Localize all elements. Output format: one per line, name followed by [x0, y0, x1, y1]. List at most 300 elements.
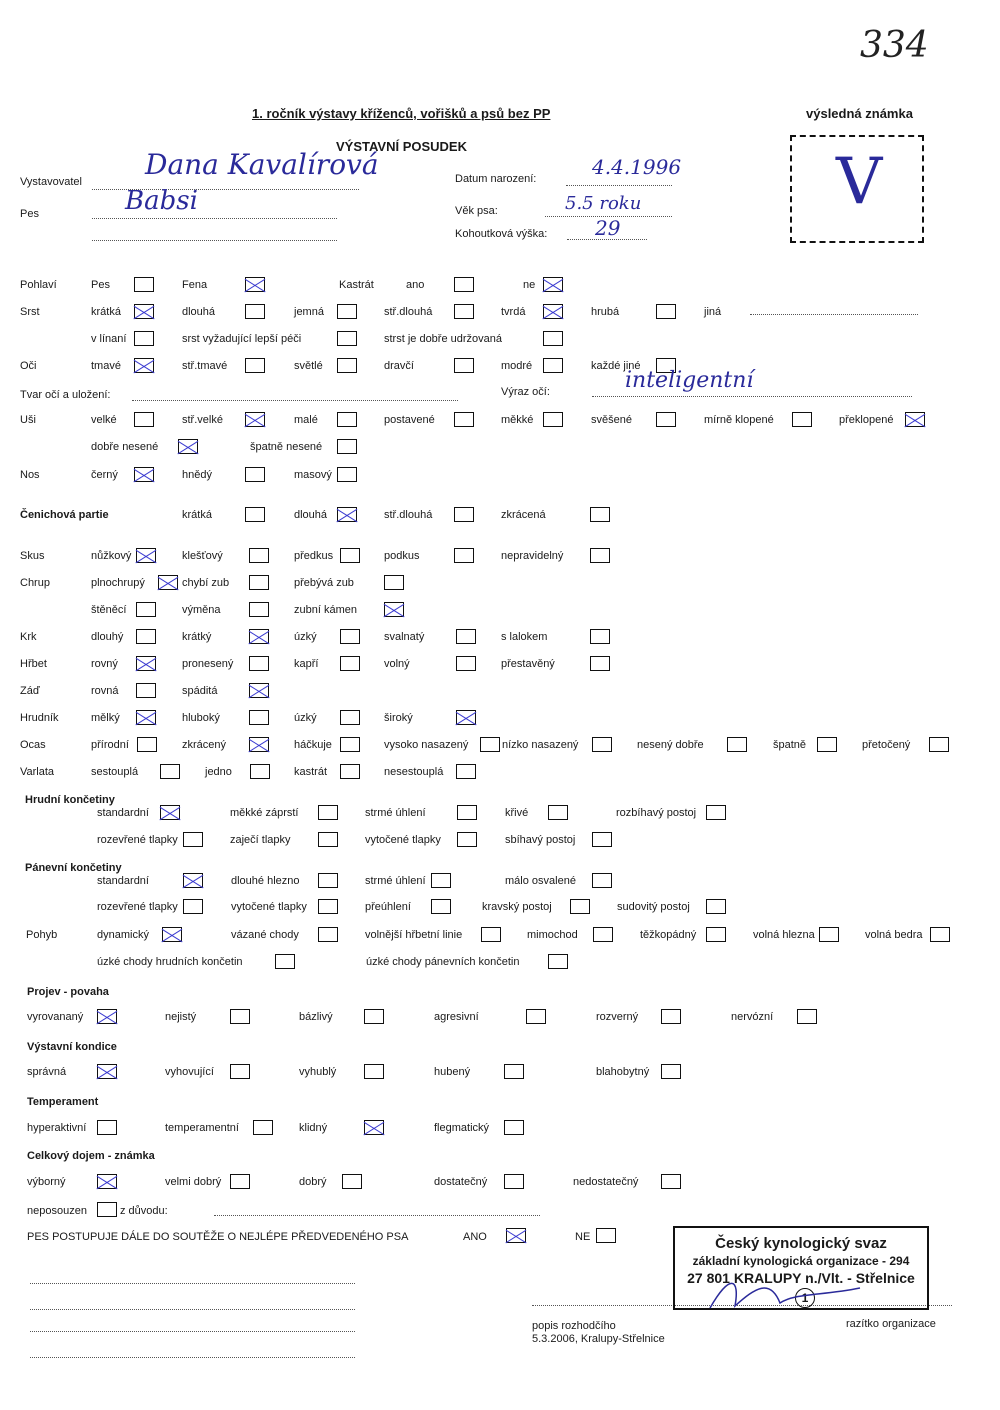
final-grade-box [790, 135, 924, 243]
section-label-varlata: Varlata [20, 766, 55, 778]
opt-hrudni-koncetiny-mekke-zaprsti-checkbox[interactable] [318, 805, 338, 820]
opt-vystavni-kondice-vyhubly-checkbox[interactable] [364, 1064, 384, 1079]
opt-pohyb-2-uzke-chody-hrudnich-koncetin-checkbox[interactable] [275, 954, 295, 969]
opt-projev-povaha-rozverny-label: rozverný [596, 1011, 639, 1023]
section-label-skus: Skus [20, 550, 45, 562]
opt-hrudnik-melky-checkbox[interactable] [136, 710, 156, 725]
opt-hrbet-volny-checkbox[interactable] [456, 656, 476, 671]
dob-line [566, 185, 672, 186]
document-title: 1. ročník výstavy kříženců, vořišků a psů bez PP [252, 106, 551, 121]
opt-pohyb-volna-hlezna-label: volná hlezna [753, 929, 815, 941]
opt-celkovy-dojem-znamka-velmi-dobry-checkbox[interactable] [230, 1174, 250, 1189]
blank-line [92, 240, 337, 241]
opt-vystavni-kondice-blahobytny-label: blahobytný [596, 1066, 650, 1078]
opt-hrudni-koncetiny-2-vytocene-tlapky-label: vytočené tlapky [365, 834, 441, 846]
opt-hrudnik-melky-label: mělký [91, 712, 120, 724]
opt-hrbet-volny-label: volný [384, 658, 410, 670]
opt-panevni-koncetiny-2-sudovity-postoj-label: sudovitý postoj [617, 901, 690, 913]
opt-projev-povaha-nervozni-checkbox[interactable] [797, 1009, 817, 1024]
stamp-number: 1 [795, 1288, 815, 1308]
document-subtitle: VÝSTAVNÍ POSUDEK [336, 139, 467, 154]
opt-krk-uzky-checkbox[interactable] [340, 629, 360, 644]
opt-hrbet-rovny-checkbox[interactable] [136, 656, 156, 671]
stamp-line-1: Český kynologický svaz [715, 1235, 887, 1252]
opt-cenichova-partie-dlouha-checkbox[interactable] [337, 507, 357, 522]
exhibitor-value[interactable]: Dana Kavalírová [145, 148, 379, 181]
opt-pohyb-tezkopadny-label: těžkopádný [640, 929, 697, 941]
opt-panevni-koncetiny-2-vytocene-tlapky-label: vytočené tlapky [231, 901, 307, 913]
opt-hrudni-koncetiny-2-sbihavy-postoj-label: sbíhavý postoj [505, 834, 576, 846]
date-place: 5.3.2006, Kralupy-Střelnice [532, 1333, 665, 1345]
opt-srst-jina-label: jiná [704, 306, 722, 318]
opt-usi-velke-checkbox[interactable] [134, 412, 154, 427]
opt-hrudni-koncetiny-standardni-label: standardní [97, 807, 149, 819]
opt-oci-modre-checkbox[interactable] [543, 358, 563, 373]
opt-panevni-koncetiny-2-kravsky-postoj-checkbox[interactable] [570, 899, 590, 914]
opt-varlata-jedno-checkbox[interactable] [250, 764, 270, 779]
opt-celkovy-dojem-znamka-dostatecny-label: dostatečný [434, 1176, 488, 1188]
opt-row-v-linani-label: v línaní [91, 333, 127, 345]
opt-row-spatne-nesene-label: špatně nesené [250, 441, 323, 453]
opt-hrudnik-siroky-checkbox[interactable] [456, 710, 476, 725]
opt-temperament-klidny-label: klidný [299, 1122, 328, 1134]
opt-srst-dlouha-checkbox[interactable] [245, 304, 265, 319]
opt-hrudnik-uzky-checkbox[interactable] [340, 710, 360, 725]
opt-pohyb-mimochod-checkbox[interactable] [593, 927, 613, 942]
opt-hrbet-prestaveny-label: přestavěný [501, 658, 555, 670]
opt-varlata-nesestoupla-checkbox[interactable] [456, 764, 476, 779]
opt-pohyb-volna-bedra-checkbox[interactable] [930, 927, 950, 942]
opt-panevni-koncetiny-2-kravsky-postoj-label: kravský postoj [482, 901, 552, 913]
section-label-pohyb: Pohyb [26, 929, 58, 941]
opt-ocas-prirodni-label: přírodní [91, 739, 129, 751]
opt-chrup-prebyva-zub-label: přebývá zub [294, 577, 354, 589]
section-label-celkovy-dojem-znamka: Celkový dojem - známka [27, 1150, 155, 1162]
dob-label: Datum narození: [455, 173, 537, 185]
opt-srst-dlouha-label: dlouhá [182, 306, 216, 318]
opt-hrbet-kapri-checkbox[interactable] [340, 656, 360, 671]
opt-panevni-koncetiny-2-preuhleni-checkbox[interactable] [431, 899, 451, 914]
opt-projev-povaha-rozverny-checkbox[interactable] [661, 1009, 681, 1024]
exhibitor-label: Vystavovatel [20, 176, 82, 188]
section-label-chrup: Chrup [20, 577, 50, 589]
dog-value[interactable]: Babsi [125, 186, 198, 216]
section-label-usi: Uši [20, 414, 36, 426]
opt-chrup-plnochrupy-label: plnochrupý [91, 577, 145, 589]
page-number: 334 [860, 25, 929, 66]
opt-panevni-koncetiny-dlouhe-hlezno-label: dlouhé hlezno [231, 875, 300, 887]
opt-ocas-prirodni-checkbox[interactable] [137, 737, 157, 752]
opt-ocas-vysoko-nasazeny-checkbox[interactable] [480, 737, 500, 752]
opt-projev-povaha-nervozni-label: nervózní [731, 1011, 774, 1023]
section-label-pohlavi: Pohlaví [20, 279, 57, 291]
opt-panevni-koncetiny-malo-osvalene-label: málo osvalené [505, 875, 576, 887]
opt-ocas-hackuje-label: háčkuje [294, 739, 332, 751]
opt-chrup-chybi-zub-checkbox[interactable] [249, 575, 269, 590]
opt-celkovy-dojem-znamka-vyborny-label: výborný [27, 1176, 66, 1188]
eye-expression-value[interactable]: inteligentní [625, 368, 754, 393]
opt-pohyb-2-uzke-chody-hrudnich-koncetin-label: úzké chody hrudních končetin [97, 956, 243, 968]
opt-oci-dravci-checkbox[interactable] [454, 358, 474, 373]
opt-row-vymena-label: výměna [182, 604, 221, 616]
opt-oci-str-tmave-checkbox[interactable] [245, 358, 265, 373]
opt-hrbet-prestaveny-checkbox[interactable] [590, 656, 610, 671]
opt-hrudni-koncetiny-krive-checkbox[interactable] [548, 805, 568, 820]
section-label-hrbet: Hřbet [20, 658, 47, 670]
opt-hrudni-koncetiny-2-sbihavy-postoj-checkbox[interactable] [592, 832, 612, 847]
opt-krk-dlouhy-label: dlouhý [91, 631, 124, 643]
opt-skus-nuzkovy-checkbox[interactable] [136, 548, 156, 563]
opt-panevni-koncetiny-2-preuhleni-label: přeúhlení [365, 901, 411, 913]
opt-varlata-sestoupla-checkbox[interactable] [160, 764, 180, 779]
judge-signature [700, 1268, 880, 1318]
opt-krk-kratky-label: krátký [182, 631, 212, 643]
opt-ocas-neseny-dobre-label: nesený dobře [637, 739, 704, 751]
yes-checkbox[interactable] [506, 1228, 526, 1243]
opt-srst-str-dlouha-checkbox[interactable] [454, 304, 474, 319]
opt-usi-preklopene-checkbox[interactable] [905, 412, 925, 427]
opt-celkovy-dojem-znamka-vyborny-checkbox[interactable] [97, 1174, 117, 1189]
opt-usi-svesene-checkbox[interactable] [656, 412, 676, 427]
opt-row-vymena-checkbox[interactable] [249, 602, 269, 617]
opt-panevni-koncetiny-2-rozevrene-tlapky-label: rozevřené tlapky [97, 901, 178, 913]
opt-pohlavi-fena-checkbox[interactable] [245, 277, 265, 292]
opt-pohyb-2-uzke-chody-panevnich-koncetin-checkbox[interactable] [548, 954, 568, 969]
opt-row-v-linani-checkbox[interactable] [134, 331, 154, 346]
opt-varlata-jedno-label: jedno [205, 766, 232, 778]
section-label-panevni-koncetiny: Pánevní končetiny [25, 862, 122, 874]
opt-pohlavi-kastrat-label: Kastrát [339, 279, 374, 291]
opt-usi-mirne-klopene-label: mírně klopené [704, 414, 774, 426]
opt-skus-predkus-label: předkus [294, 550, 334, 562]
stamp-line-2: základní kynologická organizace - 294 [692, 1254, 910, 1268]
opt-usi-postavene-label: postavené [384, 414, 435, 426]
opt-srst-hruba-label: hrubá [591, 306, 620, 318]
opt-usi-mekke-checkbox[interactable] [543, 412, 563, 427]
opt-row-strst-je-dobre-udrzovana-label: strst je dobře udržovaná [384, 333, 503, 345]
opt-panevni-koncetiny-standardni-checkbox[interactable] [183, 873, 203, 888]
opt-hrudni-koncetiny-2-rozevrene-tlapky-label: rozevřené tlapky [97, 834, 178, 846]
opt-oci-tmave-checkbox[interactable] [134, 358, 154, 373]
judge-label: popis rozhodčího [532, 1320, 616, 1332]
eye-expression-line [592, 396, 912, 397]
opt-usi-svesene-label: svěšené [591, 414, 632, 426]
opt-srst-kratka-label: krátká [91, 306, 121, 318]
reason-line [214, 1215, 540, 1216]
opt-temperament-temperamentni-checkbox[interactable] [253, 1120, 273, 1135]
age-value[interactable]: 5.5 roku [565, 193, 642, 214]
opt-vystavni-kondice-hubeny-checkbox[interactable] [504, 1064, 524, 1079]
opt-krk-svalnaty-checkbox[interactable] [456, 629, 476, 644]
opt-srst-kratka-checkbox[interactable] [134, 304, 154, 319]
height-label: Kohoutková výška: [455, 228, 548, 240]
opt-nos-cerny-label: černý [91, 469, 118, 481]
opt-ocas-nizko-nasazeny-label: nízko nasazený [502, 739, 579, 751]
opt-ocas-zkraceny-label: zkrácený [182, 739, 227, 751]
opt-row-steneci-label: štěněcí [91, 604, 127, 616]
section-label-hrudni-koncetiny: Hrudní končetiny [25, 794, 115, 806]
opt-pohlavi-ne-checkbox[interactable] [543, 277, 563, 292]
opt-krk-kratky-checkbox[interactable] [249, 629, 269, 644]
opt-hrudni-koncetiny-2-zajeci-tlapky-checkbox[interactable] [318, 832, 338, 847]
opt-ocas-zkraceny-checkbox[interactable] [249, 737, 269, 752]
opt-panevni-koncetiny-2-sudovity-postoj-checkbox[interactable] [706, 899, 726, 914]
opt-zad-rovna-label: rovná [91, 685, 119, 697]
opt-hrudni-koncetiny-krive-label: křivé [505, 807, 529, 819]
opt-projev-povaha-agresivni-checkbox[interactable] [526, 1009, 546, 1024]
dog-label: Pes [20, 208, 39, 220]
opt-hrudni-koncetiny-strme-uhleni-label: strmé úhlení [365, 807, 426, 819]
continue-question: PES POSTUPUJE DÁLE DO SOUTĚŽE O NEJLÉPE PŘEDVEDENÉHO PSA [27, 1231, 409, 1243]
opt-hrudnik-hluboky-label: hluboký [182, 712, 220, 724]
opt-nos-masovy-checkbox[interactable] [337, 467, 357, 482]
section-label-cenichova-partie: Čenichová partie [20, 509, 109, 521]
opt-panevni-koncetiny-2-vytocene-tlapky-checkbox[interactable] [318, 899, 338, 914]
opt-celkovy-dojem-znamka-nedostatecny-checkbox[interactable] [661, 1174, 681, 1189]
opt-projev-povaha-bazlivy-checkbox[interactable] [364, 1009, 384, 1024]
opt-usi-male-label: malé [294, 414, 318, 426]
opt-pohyb-tezkopadny-checkbox[interactable] [706, 927, 726, 942]
opt-varlata-sestoupla-label: sestouplá [91, 766, 139, 778]
opt-usi-mirne-klopene-checkbox[interactable] [792, 412, 812, 427]
not-judged-checkbox[interactable] [97, 1202, 117, 1217]
opt-hrbet-rovny-label: rovný [91, 658, 118, 670]
opt-hrudnik-siroky-label: široký [384, 712, 413, 724]
opt-pohyb-volnejsi-hrbetni-linie-label: volnější hřbetní linie [365, 929, 463, 941]
opt-nos-hnedy-label: hnědý [182, 469, 212, 481]
opt-krk-uzky-label: úzký [294, 631, 317, 643]
opt-vystavni-kondice-blahobytny-checkbox[interactable] [661, 1064, 681, 1079]
opt-ocas-vysoko-nasazeny-label: vysoko nasazený [384, 739, 469, 751]
opt-hrudni-koncetiny-mekke-zaprsti-label: měkké záprstí [230, 807, 299, 819]
opt-temperament-flegmaticky-checkbox[interactable] [504, 1120, 524, 1135]
opt-skus-nepravidelny-checkbox[interactable] [590, 548, 610, 563]
dob-value[interactable]: 4.4.1996 [592, 155, 682, 179]
opt-pohyb-volnejsi-hrbetni-linie-checkbox[interactable] [481, 927, 501, 942]
opt-row-zubni-kamen-label: zubní kámen [294, 604, 357, 616]
opt-vystavni-kondice-vyhovujici-label: vyhovující [165, 1066, 214, 1078]
opt-varlata-kastrat-checkbox[interactable] [340, 764, 360, 779]
section-label-hrudnik: Hrudník [20, 712, 59, 724]
opt-hrudni-koncetiny-rozbihavy-postoj-label: rozbíhavý postoj [616, 807, 697, 819]
opt-nos-cerny-checkbox[interactable] [134, 467, 154, 482]
opt-cenichova-partie-str-dlouha-checkbox[interactable] [454, 507, 474, 522]
opt-temperament-flegmaticky-label: flegmatický [434, 1122, 490, 1134]
opt-pohyb-2-uzke-chody-panevnich-koncetin-label: úzké chody pánevních končetin [366, 956, 520, 968]
opt-ocas-spatne-checkbox[interactable] [817, 737, 837, 752]
section-label-temperament: Temperament [27, 1096, 99, 1108]
opt-pohlavi-ano-label: ano [406, 279, 425, 291]
opt-projev-povaha-nejisty-label: nejistý [165, 1011, 197, 1023]
age-label: Věk psa: [455, 205, 498, 217]
opt-chrup-prebyva-zub-checkbox[interactable] [384, 575, 404, 590]
opt-cenichova-partie-dlouha-label: dlouhá [294, 509, 328, 521]
opt-srst-str-dlouha-label: stř.dlouhá [384, 306, 433, 318]
opt-pohlavi-ano-checkbox[interactable] [454, 277, 474, 292]
section-label-zad: Záď [20, 685, 40, 697]
opt-nos-masovy-label: masový [294, 469, 332, 481]
note-line-3 [30, 1331, 355, 1332]
opt-skus-nepravidelny-label: nepravidelný [501, 550, 564, 562]
opt-zad-spadita-label: spáditá [182, 685, 218, 697]
opt-krk-s-lalokem-checkbox[interactable] [590, 629, 610, 644]
section-label-vystavni-kondice: Výstavní kondice [27, 1041, 117, 1053]
opt-pohyb-vazane-chody-label: vázané chody [231, 929, 299, 941]
opt-krk-dlouhy-checkbox[interactable] [136, 629, 156, 644]
opt-hrudni-koncetiny-2-rozevrene-tlapky-checkbox[interactable] [183, 832, 203, 847]
height-value[interactable]: 29 [595, 216, 621, 240]
opt-ocas-nizko-nasazeny-checkbox[interactable] [592, 737, 612, 752]
opt-chrup-chybi-zub-label: chybí zub [182, 577, 230, 589]
opt-chrup-plnochrupy-checkbox[interactable] [158, 575, 178, 590]
opt-skus-podkus-checkbox[interactable] [454, 548, 474, 563]
opt-cenichova-partie-kratka-checkbox[interactable] [245, 507, 265, 522]
opt-row-dobre-nesene-checkbox[interactable] [178, 439, 198, 454]
opt-panevni-koncetiny-2-rozevrene-tlapky-checkbox[interactable] [183, 899, 203, 914]
final-grade-value: V [836, 145, 883, 219]
opt-row-strst-je-dobre-udrzovana-checkbox[interactable] [543, 331, 563, 346]
opt-vystavni-kondice-spravna-checkbox[interactable] [97, 1064, 117, 1079]
opt-usi-velke-label: velké [91, 414, 117, 426]
opt-varlata-kastrat-label: kastrát [294, 766, 328, 778]
opt-srst-jemna-checkbox[interactable] [337, 304, 357, 319]
opt-temperament-klidny-checkbox[interactable] [364, 1120, 384, 1135]
opt-oci-str-tmave-label: stř.tmavé [182, 360, 228, 372]
opt-panevni-koncetiny-malo-osvalene-checkbox[interactable] [592, 873, 612, 888]
opt-ocas-hackuje-checkbox[interactable] [340, 737, 360, 752]
opt-celkovy-dojem-znamka-dobry-checkbox[interactable] [342, 1174, 362, 1189]
opt-projev-povaha-vyrovanany-checkbox[interactable] [97, 1009, 117, 1024]
opt-cenichova-partie-zkracena-checkbox[interactable] [590, 507, 610, 522]
opt-skus-predkus-checkbox[interactable] [340, 548, 360, 563]
opt-srst-tvrda-checkbox[interactable] [543, 304, 563, 319]
eye-shape-line [132, 400, 458, 401]
opt-projev-povaha-agresivni-label: agresivní [434, 1011, 479, 1023]
opt-temperament-hyperaktivni-label: hyperaktivní [27, 1122, 87, 1134]
opt-hrudni-koncetiny-standardni-checkbox[interactable] [160, 805, 180, 820]
opt-usi-str-velke-checkbox[interactable] [245, 412, 265, 427]
stamp-line-3: 27 801 KRALUPY n./Vlt. - Střelnice [687, 1270, 915, 1286]
opt-srst-tvrda-label: tvrdá [501, 306, 526, 318]
opt-pohlavi-pes-checkbox[interactable] [134, 277, 154, 292]
opt-row-srst-vyzadujici-lepsi-peci-checkbox[interactable] [337, 331, 357, 346]
opt-oci-svetle-checkbox[interactable] [337, 358, 357, 373]
opt-celkovy-dojem-znamka-dobry-label: dobrý [299, 1176, 327, 1188]
section-label-oci: Oči [20, 360, 37, 372]
opt-usi-male-checkbox[interactable] [337, 412, 357, 427]
opt-pohyb-vazane-chody-checkbox[interactable] [318, 927, 338, 942]
opt-projev-povaha-vyrovanany-label: vyrovananý [27, 1011, 84, 1023]
opt-nos-hnedy-checkbox[interactable] [245, 467, 265, 482]
yes-label: ANO [463, 1231, 487, 1243]
no-checkbox[interactable] [596, 1228, 616, 1243]
opt-cenichova-partie-kratka-label: krátká [182, 509, 212, 521]
opt-vystavni-kondice-spravna-label: správná [27, 1066, 67, 1078]
opt-skus-nuzkovy-label: nůžkový [91, 550, 132, 562]
opt-krk-s-lalokem-label: s lalokem [501, 631, 548, 643]
opt-pohyb-volna-bedra-label: volná bedra [865, 929, 923, 941]
opt-temperament-temperamentni-label: temperamentní [165, 1122, 239, 1134]
opt-hrbet-kapri-label: kapří [294, 658, 319, 670]
opt-hrudni-koncetiny-rozbihavy-postoj-checkbox[interactable] [706, 805, 726, 820]
opt-panevni-koncetiny-strme-uhleni-checkbox[interactable] [431, 873, 451, 888]
opt-pohlavi-pes-label: Pes [91, 279, 110, 291]
eye-shape-label: Tvar očí a uložení: [20, 389, 111, 401]
opt-varlata-nesestoupla-label: nesestouplá [384, 766, 444, 778]
opt-usi-str-velke-label: stř.velké [182, 414, 223, 426]
stamp-caption: razítko organizace [846, 1318, 936, 1330]
opt-pohyb-volna-hlezna-checkbox[interactable] [819, 927, 839, 942]
opt-ocas-pretoceny-checkbox[interactable] [929, 737, 949, 752]
no-label: NE [575, 1231, 591, 1243]
opt-projev-povaha-nejisty-checkbox[interactable] [230, 1009, 250, 1024]
opt-pohyb-dynamicky-checkbox[interactable] [162, 927, 182, 942]
opt-oci-svetle-label: světlé [294, 360, 323, 372]
opt-ocas-spatne-label: špatně [773, 739, 807, 751]
opt-ocas-neseny-dobre-checkbox[interactable] [727, 737, 747, 752]
opt-usi-preklopene-label: překlopené [839, 414, 894, 426]
opt-projev-povaha-bazlivy-label: bázlivý [299, 1011, 333, 1023]
opt-hrudni-koncetiny-strme-uhleni-checkbox[interactable] [457, 805, 477, 820]
opt-pohlavi-ne-label: ne [523, 279, 536, 291]
opt-skus-klestovy-checkbox[interactable] [249, 548, 269, 563]
opt-krk-svalnaty-label: svalnatý [384, 631, 425, 643]
eye-expression-label: Výraz očí: [501, 386, 550, 398]
opt-hrudnik-hluboky-checkbox[interactable] [249, 710, 269, 725]
section-label-ocas: Ocas [20, 739, 46, 751]
opt-srst-hruba-checkbox[interactable] [656, 304, 676, 319]
opt-oci-modre-label: modré [501, 360, 533, 372]
opt-row-steneci-checkbox[interactable] [136, 602, 156, 617]
opt-hrbet-proneseny-checkbox[interactable] [249, 656, 269, 671]
opt-row-spatne-nesene-checkbox[interactable] [337, 439, 357, 454]
opt-pohyb-dynamicky-label: dynamický [97, 929, 149, 941]
opt-vystavni-kondice-hubeny-label: hubený [434, 1066, 471, 1078]
opt-srst-jemna-label: jemná [294, 306, 324, 318]
section-label-srst: Srst [20, 306, 40, 318]
section-label-nos: Nos [20, 469, 40, 481]
opt-oci-tmave-label: tmavé [91, 360, 121, 372]
opt-oci-kazde-jine-label: každé jiné [591, 360, 641, 372]
opt-panevni-koncetiny-strme-uhleni-label: strmé úhlení [365, 875, 426, 887]
opt-usi-postavene-checkbox[interactable] [454, 412, 474, 427]
note-line-2 [30, 1309, 355, 1310]
note-line-1 [30, 1283, 355, 1284]
dog-line [92, 218, 337, 219]
opt-oci-dravci-label: dravčí [384, 360, 414, 372]
opt-skus-podkus-label: podkus [384, 550, 420, 562]
opt-zad-rovna-checkbox[interactable] [136, 683, 156, 698]
opt-panevni-koncetiny-dlouhe-hlezno-checkbox[interactable] [318, 873, 338, 888]
opt-vystavni-kondice-vyhovujici-checkbox[interactable] [230, 1064, 250, 1079]
opt-celkovy-dojem-znamka-velmi-dobry-label: velmi dobrý [165, 1176, 222, 1188]
opt-celkovy-dojem-znamka-dostatecny-checkbox[interactable] [504, 1174, 524, 1189]
opt-zad-spadita-checkbox[interactable] [249, 683, 269, 698]
opt-usi-mekke-label: měkké [501, 414, 534, 426]
opt-vystavni-kondice-vyhubly-label: vyhublý [299, 1066, 337, 1078]
opt-row-zubni-kamen-checkbox[interactable] [384, 602, 404, 617]
opt-hrudni-koncetiny-2-zajeci-tlapky-label: zaječí tlapky [230, 834, 291, 846]
not-judged-label: neposouzen [27, 1205, 87, 1217]
opt-cenichova-partie-zkracena-label: zkrácená [501, 509, 546, 521]
reason-label: z důvodu: [120, 1205, 168, 1217]
opt-hrbet-proneseny-label: pronesený [182, 658, 234, 670]
section-label-projev-povaha: Projev - povaha [27, 986, 109, 998]
note-line-4 [30, 1357, 355, 1358]
opt-temperament-hyperaktivni-checkbox[interactable] [97, 1120, 117, 1135]
opt-celkovy-dojem-znamka-nedostatecny-label: nedostatečný [573, 1176, 639, 1188]
opt-hrudni-koncetiny-2-vytocene-tlapky-checkbox[interactable] [457, 832, 477, 847]
